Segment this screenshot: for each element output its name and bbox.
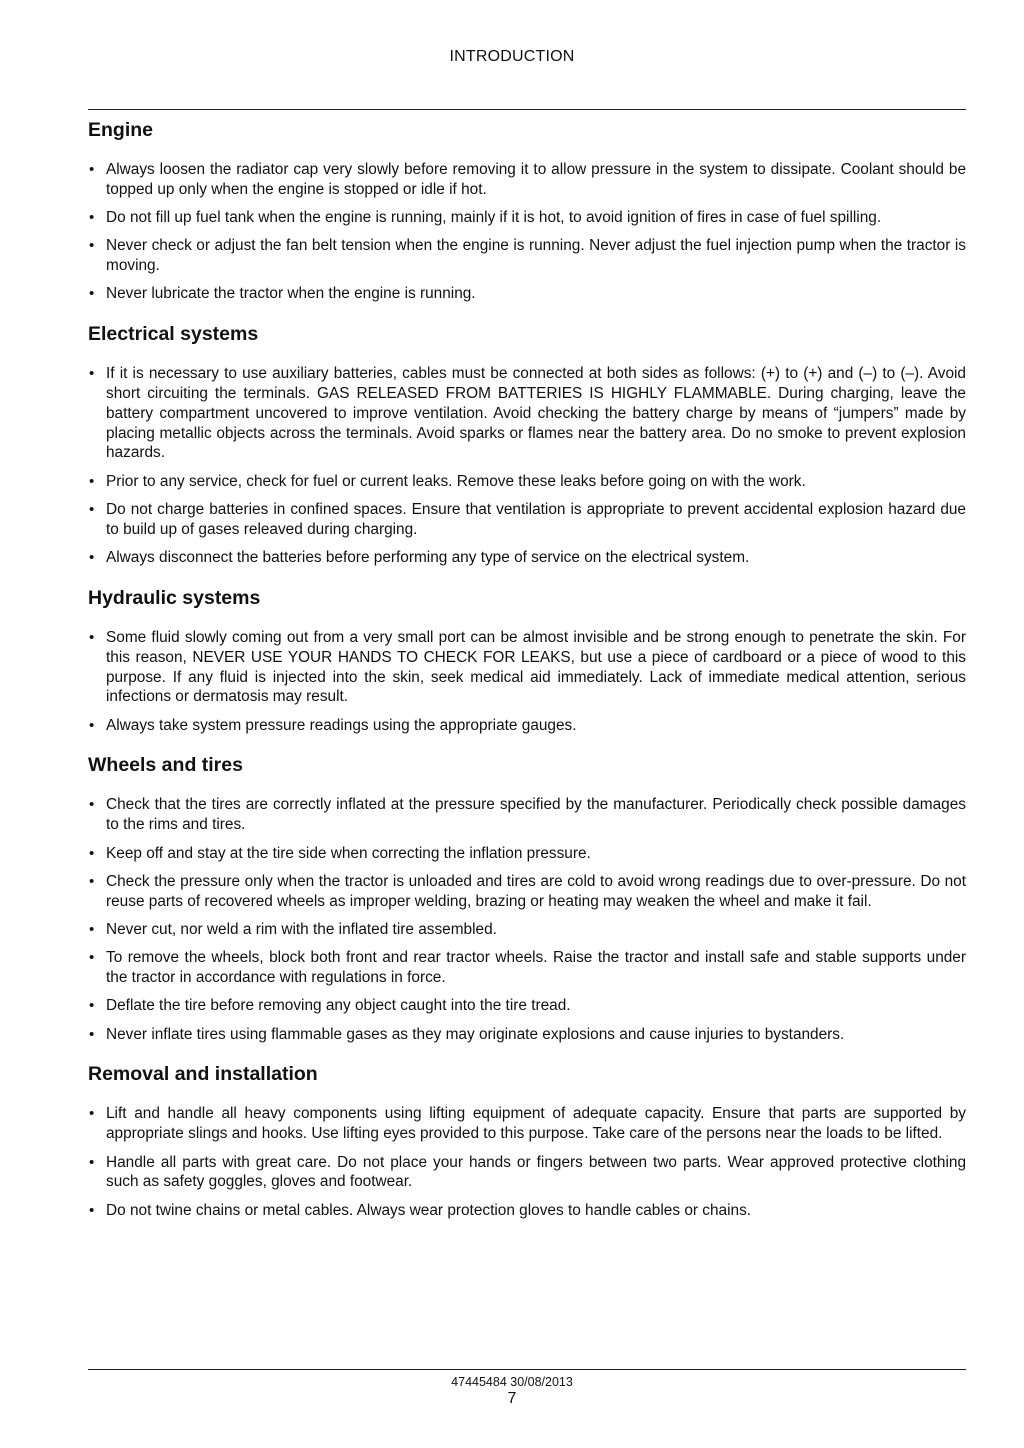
bullet-icon: • — [89, 628, 95, 646]
bullet-icon: • — [89, 209, 95, 227]
bullet-icon: • — [89, 1025, 95, 1043]
bullet-icon: • — [89, 285, 95, 303]
list-item: • Always take system pressure readings using the appropriate gauges. — [89, 716, 577, 734]
bullet-icon: • — [89, 1153, 95, 1171]
bullet-icon: • — [89, 365, 95, 383]
footer-divider — [88, 1369, 966, 1370]
page-number: 7 — [507, 1390, 517, 1407]
section-title: Electrical systems — [88, 323, 259, 346]
list-item: • Do not charge batteries in confined spaces. Ensure that ventilation is appropriate to prevent accidental explosion hazard due to build up of gases releaved during charging. — [89, 501, 966, 538]
section-title: Hydraulic systems — [88, 586, 261, 609]
header-divider — [88, 109, 966, 110]
document-code: 47445484 30/08/2013 — [451, 1375, 573, 1389]
list-item: • Never lubricate the tractor when the engine is running. — [89, 285, 476, 303]
bullet-icon: • — [89, 472, 95, 490]
list-item: • To remove the wheels, block both front and rear tractor wheels. Raise the tractor and install safe and stable supports under the tractor in accordance with regulations in force. — [89, 949, 966, 987]
section-title: Removal and installation — [88, 1063, 318, 1086]
bullet-list — [88, 628, 966, 735]
list-item: • Never cut, nor weld a rim with the inflated tire assembled. — [89, 920, 497, 938]
bullet-list — [88, 160, 966, 304]
bullet-list — [88, 364, 966, 568]
section-title: Engine — [88, 119, 154, 141]
list-item: • Always loosen the radiator cap very slowly before removing it to allow pressure in the system to dissipate. Coolant should be topped up only when the engine is stopped or idle if hot. — [89, 161, 966, 198]
section-removal-and-installation — [88, 1062, 966, 1220]
list-item: • Keep off and stay at the tire side when correcting the inflation pressure. — [89, 844, 591, 862]
list-item: • If it is necessary to use auxiliary batteries, cables must be connected at both sides as follows: (+) to (+) and (–) to (–). Avoid short circuiting the terminals. GAS RELEASED FROM BATTERIES IS HIGHLY FLAMMABLE. During charging, leave the battery compartment uncovered to improve ventilation. Avoid checking the battery charge by means of “jumpers” made by placing metallic objects across the terminals. Avoid sparks or flames near the battery area. Do no smoke to prevent explosion hazards. — [89, 365, 966, 462]
bullet-icon: • — [89, 920, 95, 938]
section-electrical-systems — [88, 322, 966, 568]
section-hydraulic-systems — [88, 586, 966, 735]
bullet-icon: • — [89, 949, 95, 967]
bullet-icon: • — [89, 872, 95, 890]
bullet-icon: • — [89, 1201, 95, 1219]
list-item: • Do not fill up fuel tank when the engine is running, mainly if it is hot, to avoid ignition of fires in case of fuel spilling. — [89, 209, 882, 227]
bullet-icon: • — [89, 716, 95, 734]
bullet-icon: • — [89, 1105, 95, 1123]
bullet-list — [88, 1104, 966, 1220]
list-item: • Lift and handle all heavy components using lifting equipment of adequate capacity. Ensure that parts are supported by appropriate slings and hooks. Use lifting eyes provided to this purpose. Take care of the persons near the loads to be lifted. — [89, 1105, 966, 1143]
list-item: • Prior to any service, check for fuel or current leaks. Remove these leaks before going on with the work. — [89, 472, 806, 490]
bullet-icon: • — [89, 796, 95, 814]
bullet-icon: • — [89, 161, 95, 178]
list-item: • Never check or adjust the fan belt tension when the engine is running. Never adjust the fuel injection pump when the tractor is moving. — [89, 237, 966, 275]
bullet-icon: • — [89, 549, 95, 567]
bullet-icon: • — [89, 844, 95, 862]
page-header: INTRODUCTION — [449, 48, 575, 65]
list-item: • Check the pressure only when the tractor is unloaded and tires are cold to avoid wrong readings due to over-pressure. Do not reuse parts of recovered wheels as improper welding, brazing or heating may weaken the wheel and make it fail. — [89, 872, 966, 910]
bullet-icon: • — [89, 501, 95, 519]
section-wheels-and-tires — [88, 753, 966, 1044]
list-item: • Check that the tires are correctly inflated at the pressure specified by the manufacturer. Periodically check possible damages to the rims and tires. — [89, 796, 966, 834]
bullet-icon: • — [89, 997, 95, 1015]
list-item: • Always disconnect the batteries before performing any type of service on the electrical system. — [89, 549, 750, 567]
bullet-icon: • — [89, 237, 95, 255]
document-body — [88, 118, 966, 1238]
list-item: • Do not twine chains or metal cables. Always wear protection gloves to handle cables or chains. — [89, 1201, 752, 1219]
list-item: • Deflate the tire before removing any object caught into the tire tread. — [89, 997, 571, 1015]
list-item: • Some fluid slowly coming out from a very small port can be almost invisible and be strong enough to penetrate the skin. For this reason, NEVER USE YOUR HANDS TO CHECK FOR LEAKS, but use a piece of cardboard or a piece of wood to this purpose. If any fluid is injected into the skin, seek medical aid immediately. Lack of immediate medical attention, serious infections or dermatosis may result. — [89, 628, 966, 706]
list-item: • Never inflate tires using flammable gases as they may originate explosions and cause injuries to bystanders. — [89, 1025, 845, 1043]
list-item: • Handle all parts with great care. Do not place your hands or fingers between two parts. Wear approved protective clothing such as safety goggles, gloves and footwear. — [89, 1153, 966, 1191]
section-title: Wheels and tires — [88, 754, 243, 777]
section-engine — [88, 118, 966, 304]
bullet-list — [88, 795, 966, 1044]
